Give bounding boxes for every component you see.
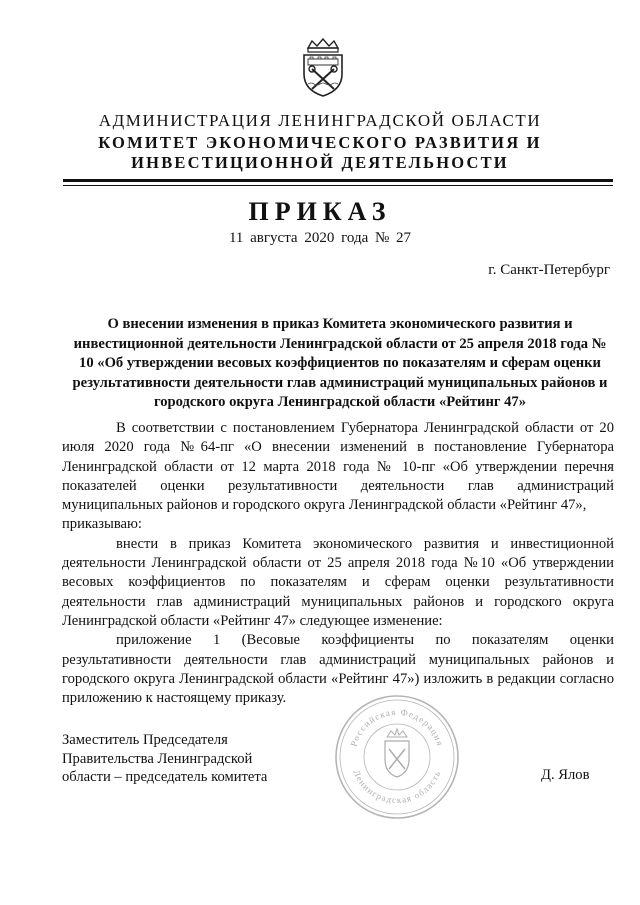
signatory-position-line3: области – председатель комитета bbox=[62, 769, 268, 785]
committee-title-line2: ИНВЕСТИЦИОННОЙ ДЕЯТЕЛЬНОСТИ bbox=[131, 153, 509, 172]
body-paragraph-basis: В соответствии с постановлением Губернатора Ленинградской области от 20 июля 2020 года №64-пг «О внесении изменений в постановление Губернатора Ленинградской области от 12 марта 2018 года № 10-пг «Об утверждении перечня показателей оценки результативности деятельности глав администраций муниципальных районов и городского округа Ленинградской области «Рейтинг 47», bbox=[62, 420, 614, 514]
svg-text:Ленинградская область bbox=[351, 769, 442, 806]
seal-text-bottom: Ленинградская область bbox=[351, 768, 443, 806]
signatory-position-line2: Правительства Ленинградской bbox=[62, 750, 253, 767]
signatory-name: Д. Ялов bbox=[541, 767, 590, 783]
document-subject: О внесении изменения в приказ Комитета экономического развития и инвестиционной деятельности Ленинградской области от 25 апреля 2018 года № 10 «Об утверждении весовых коэффициентов по показателям и сферам оценки результативности деятельности глав администраций муниципальных районов и городского округа Ленинградской области «Рейтинг 47» bbox=[72, 316, 608, 410]
coat-of-arms-icon bbox=[298, 38, 348, 98]
body-paragraph-order: приказываю: bbox=[62, 516, 142, 533]
seal-text-top: Российская Федерация bbox=[348, 706, 446, 748]
document-type-title: ПРИКАЗ bbox=[248, 197, 392, 226]
official-stamp-seal-icon bbox=[333, 693, 461, 821]
signatory-position bbox=[62, 731, 267, 787]
administration-title: АДМИНИСТРАЦИЯ ЛЕНИНГРАДСКОЙ ОБЛАСТИ bbox=[98, 111, 542, 130]
header-divider-thin bbox=[63, 185, 613, 186]
body-paragraph-amend: внести в приказ Комитета экономического развития и инвестиционной деятельности Ленинградской области от 25 апреля 2018 года №10 «Об утверждении весовых коэффициентов по показателям и сферам оценки результативности деятельности глав администраций муниципальных районов и городского округа Ленинградской области «Рейтинг 47» следующее изменение: bbox=[62, 535, 614, 629]
body-paragraph-appendix: приложение 1 (Весовые коэффициенты по показателям оценки результативности деятельности глав администраций муниципальных районов и городского округа Ленинградской области «Рейтинг 47») изложить в редакции согласно приложению к настоящему приказу. bbox=[62, 632, 614, 707]
header-divider-thick bbox=[63, 179, 613, 182]
document-body bbox=[62, 419, 614, 708]
signatory-position-line1: Заместитель Председателя bbox=[62, 732, 228, 748]
committee-title bbox=[0, 133, 640, 173]
document-city: г. Санкт-Петербург bbox=[488, 262, 610, 278]
committee-title-line1: КОМИТЕТ ЭКОНОМИЧЕСКОГО РАЗВИТИЯ И bbox=[98, 133, 542, 152]
document-date-number: 11 августа 2020 года № 27 bbox=[228, 230, 412, 246]
